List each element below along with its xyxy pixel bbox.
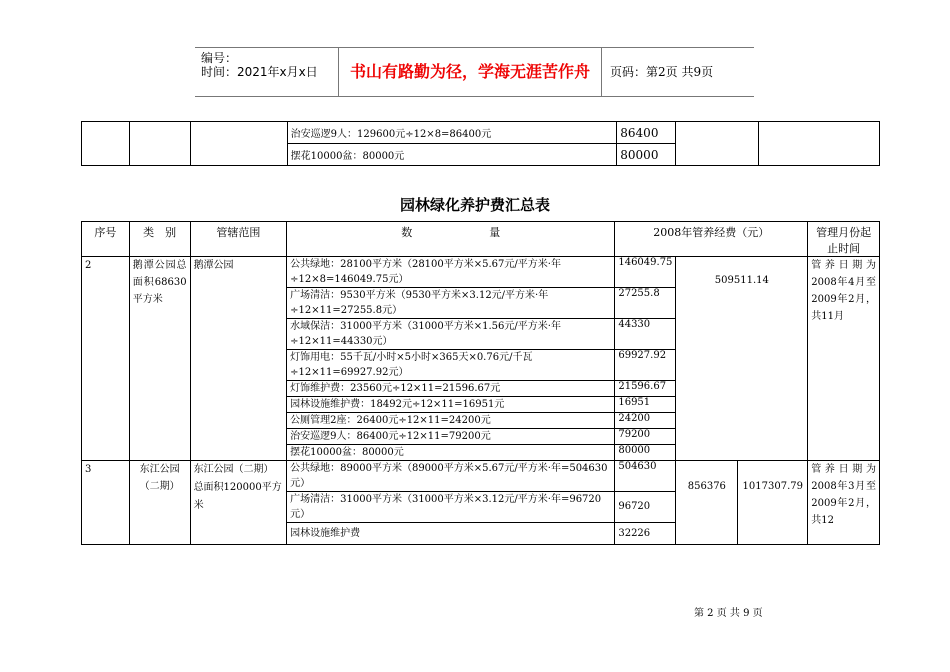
total-cell: 1017307.79 [738, 461, 808, 545]
item-amount: 24200 [615, 413, 676, 429]
previous-page-table [81, 121, 880, 166]
item-amount: 44330 [615, 319, 676, 350]
header-meta [195, 48, 338, 96]
item-desc: 摆花10000盆：80000元 [287, 144, 617, 166]
summary-table [81, 221, 880, 545]
time-label: 时间：2021年x月x日 [201, 65, 318, 79]
item-desc: 公共绿地：28100平方米（28100平方米×5.67元/平方米·年÷12×8=146049.75元） [287, 257, 615, 288]
item-amount: 69927.92 [615, 350, 676, 381]
month-cell: 管养日期为2008年3月至2009年2月，共12 [808, 461, 880, 545]
item-amount: 21596.67 [615, 381, 676, 397]
item-desc: 园林设施维护费 [287, 523, 615, 545]
item-amount: 32226 [615, 523, 676, 545]
item-desc: 广场清洁：9530平方米（9530平方米×3.12元/平方米·年÷12×11=27255.8元） [287, 288, 615, 319]
item-amount: 96720 [615, 492, 676, 523]
col-seq: 序号 [82, 222, 130, 257]
table-row [82, 257, 880, 288]
item-amount: 86400 [617, 122, 676, 144]
item-desc: 灯饰用电：55千瓦/小时×5小时×365天×0.76元/千瓦÷12×11=69927.92元） [287, 350, 615, 381]
seq-cell: 2 [82, 257, 130, 461]
category-cell: 东江公园（二期） [129, 461, 190, 545]
col-fee: 2008年管养经费（元） [615, 222, 808, 257]
table-title: 园林绿化养护费汇总表 [399, 196, 550, 214]
item-amount: 79200 [615, 429, 676, 445]
item-desc: 治安巡逻9人：129600元÷12×8=86400元 [287, 122, 617, 144]
seq-cell: 3 [82, 461, 130, 545]
item-amount: 80000 [617, 144, 676, 166]
page-footer: 第 2 页 共 9 页 [694, 608, 763, 619]
item-amount: 146049.75 [615, 257, 676, 288]
item-amount: 80000 [615, 445, 676, 461]
item-amount: 27255.8 [615, 288, 676, 319]
category-cell: 鹅潭公园总面积68630平方米 [129, 257, 190, 461]
item-desc: 公厕管理2座：26400元÷12×11=24200元 [287, 413, 615, 429]
month-cell: 管养日期为2008年4月至2009年2月，共11月 [808, 257, 880, 461]
table-row [82, 122, 880, 144]
subtotal-cell: 509511.14 [676, 257, 808, 461]
item-desc: 治安巡逻9人：86400元÷12×11=79200元 [287, 429, 615, 445]
table-row [82, 461, 880, 492]
header-row [82, 222, 880, 257]
item-desc: 园林设施维护费：18492元÷12×11=16951元 [287, 397, 615, 413]
scope-cell: 鹅潭公园 [190, 257, 287, 461]
item-amount: 504630 [615, 461, 676, 492]
subtotal-cell: 856376 [676, 461, 738, 545]
item-amount: 16951 [615, 397, 676, 413]
item-desc: 广场清洁：31000平方米（31000平方米×3.12元/平方米·年=96720元） [287, 492, 615, 523]
item-desc: 水域保洁：31000平方米（31000平方米×1.56元/平方米·年÷12×11=44330元） [287, 319, 615, 350]
page-label: 页码：第2页 共9页 [610, 65, 714, 79]
col-month: 管理月份起止时间 [808, 222, 880, 257]
item-desc: 公共绿地：89000平方米（89000平方米×5.67元/平方米·年=504630元） [287, 461, 615, 492]
col-category: 类 别 [129, 222, 190, 257]
motto: 书山有路勤为径，学海无涯苦作舟 [338, 48, 602, 96]
item-desc: 摆花10000盆：80000元 [287, 445, 615, 461]
scope-cell: 东江公园（二期）总面积120000平方米 [190, 461, 287, 545]
col-quantity: 数 量 [287, 222, 615, 257]
col-scope: 管辖范围 [190, 222, 287, 257]
number-label: 编号： [201, 51, 238, 65]
page-header [195, 47, 754, 97]
item-desc: 灯饰维护费：23560元÷12×11=21596.67元 [287, 381, 615, 397]
